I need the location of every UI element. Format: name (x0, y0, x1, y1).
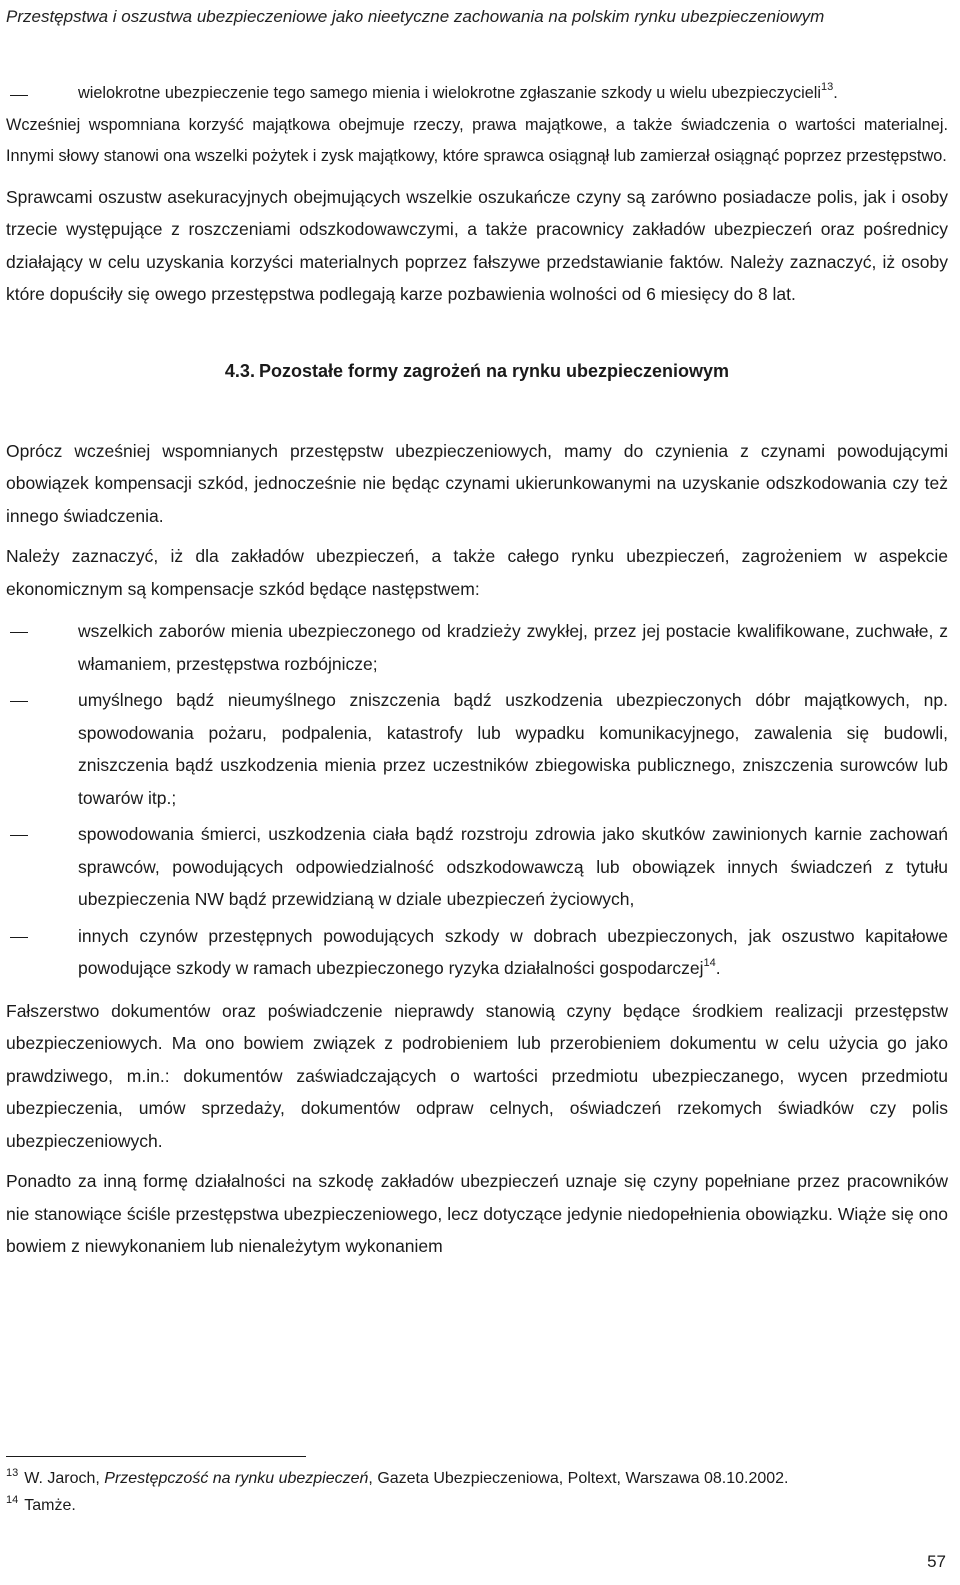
page-body (6, 78, 948, 1271)
footnote-number: 13 (6, 1467, 19, 1479)
list-item (6, 684, 948, 814)
list-item: innych czynów przestępnych powodujących szkody w dobrach ubezpieczonych, jak oszustwo kapitałowe powodujące szkody w ramach ubezpieczonego ryzyka działalności gospodarczej$^{14}$. (6, 920, 948, 985)
paragraph-perpetrators: Sprawcami oszustw asekuracyjnych obejmujących wszelkie oszukańcze czyny są zarówno posiadacze polis, jak i osoby trzecie występujące z roszczeniami odszkodowawczymi, a także pracownicy zakładów ubezpieczeń oraz pośrednicy działający w celu uzyskania korzyści materialnych poprzez fałszywe przedstawianie faktów. Należy zaznaczyć, iż osoby które dopuściły się owego przestępstwa podlegają karze pozbawienia wolności od 6 miesięcy do 8 lat. (6, 186, 948, 304)
paragraph-other-crimes: Oprócz wcześniej wspomnianych przestępstw ubezpieczeniowych, mamy do czynienia z czynami powodującymi obowiązek kompensacji szkód, jednocześnie nie będąc czynami ukierunkowanymi na uzyskanie odszkodowania czy też innego świadczenia. (6, 440, 948, 526)
list-item (6, 818, 948, 916)
footnote-ref-13[interactable]: 13 (821, 81, 834, 93)
list-item-text: innych czynów przestępnych powodujących szkody w dobrach ubezpieczonych, jak oszustwo kapitałowe powodujące szkody w ramach ubezpieczonego ryzyka działalności gospodarczej (78, 925, 948, 978)
dash-bullet (10, 937, 28, 938)
list-item-text: wielokrotne ubezpieczenie tego samego mienia i wielokrotne zgłaszanie szkody u wielu ubezpieczycieli (78, 84, 822, 102)
list-item-text: spowodowania śmierci, uszkodzenia ciała bądź rozstroju zdrowia jako skutków zawinionych karnie zachowań sprawców, powodujących odpowiedzialność odszkodowawczą lub obowiązek innych świadczeń z tytułu ubezpieczenia NW bądź przewidzianą w dziale ubezpieczeń życiowych, (78, 824, 948, 909)
cited-title: Przestępczość na rynku ubezpieczeń (104, 1470, 369, 1487)
dash-bullet (10, 701, 28, 702)
section-number: 4.3. (224, 360, 255, 381)
footnote-ref-14[interactable]: 14 (703, 957, 716, 969)
dash-bullet (10, 835, 28, 836)
list-item-text: umyślnego bądź nieumyślnego zniszczenia bądź uszkodzenia ubezpieczonych dóbr majątkowych, np. spowodowania pożaru, podpalenia, katastrofy lub wypadku komunikacyjnego, zawalenia się budowli, zniszczenia bądź uszkodzenia mienia przez uczestników zbiegowiska publicznego, zniszczenia surowców lub towarów itp.; (78, 690, 948, 808)
section-heading (6, 355, 948, 387)
running-header: Przestępstwa i oszustwa ubezpieczeniowe jako nieetyczne zachowania na polskim rynku ubezpieczeniowym (6, 7, 825, 26)
list-item-text: wszelkich zaborów mienia ubezpieczonego od kradzieży zwykłej, przez jej postacie kwalifikowane, zuchwałe, z włamaniem, przestępstwa rozbójnicze; (78, 621, 948, 674)
section-title: Pozostałe formy zagrożeń na rynku ubezpieczeniowym (258, 360, 730, 381)
paragraph-economic-threats: Należy zaznaczyć, iż dla zakładów ubezpieczeń, a także całego rynku ubezpieczeń, zagrożeniem w aspekcie ekonomicznym są kompensacje szkód będące następstwem: (6, 546, 948, 599)
footnote-13: $^{13}$ W. Jaroch, Przestępczość na rynku ubezpieczeń, Gazeta Ubezpieczeniowa, Poltext, Warszawa 08.10.2002. (6, 1467, 789, 1487)
footnote-number: 14 (6, 1494, 19, 1506)
dash-bullet (10, 95, 28, 96)
list-item (6, 615, 948, 680)
footnote-14: $^{14}$ Tamże. (6, 1494, 76, 1514)
paragraph-material-benefit: Wcześniej wspomniana korzyść majątkowa obejmuje rzeczy, prawa majątkowe, a także świadczenia o wartości materialnej. Innymi słowy stanowi ona wszelki pożytek i zysk majątkowy, które sprawca osiągnął lub zamierzał osiągnąć poprzez przestępstwo. (6, 115, 948, 165)
page-number: 57 (927, 1552, 946, 1571)
list-item-multiple-insurance: wielokrotne ubezpieczenie tego samego mienia i wielokrotne zgłaszanie szkody u wielu ubezpieczycieli$^{13}$. (6, 78, 948, 110)
threats-list (6, 615, 948, 985)
paragraph-document-forgery: Fałszerstwo dokumentów oraz poświadczenie nieprawdy stanowią czyny będące środkiem realizacji przestępstw ubezpieczeniowych. Ma ono bowiem związek z podrobieniem lub przerobieniem dokumentu w celu użycia go jako prawdziwego, m.in.: dokumentów zaświadczających o wartości przedmiotu ubezpieczanego, wycen przedmiotu ubezpieczenia, umów sprzedaży, dokumentów odpraw celnych, oświadczeń rzekomych świadków czy polis ubezpieczeniowych. (6, 1000, 948, 1151)
dash-bullet (10, 632, 28, 633)
footnote-separator (6, 1456, 306, 1457)
paragraph-employee-actions: Ponadto za inną formę działalności na szkodę zakładów ubezpieczeń uznaje się czyny popełniane przez pracowników nie stanowiące ściśle przestępstwa ubezpieczeniowego, lecz dotyczące jedynie niedopełnienia obowiązku. Wiąże się ono bowiem z niewykonaniem lub nienależytym wykonaniem (6, 1171, 948, 1256)
